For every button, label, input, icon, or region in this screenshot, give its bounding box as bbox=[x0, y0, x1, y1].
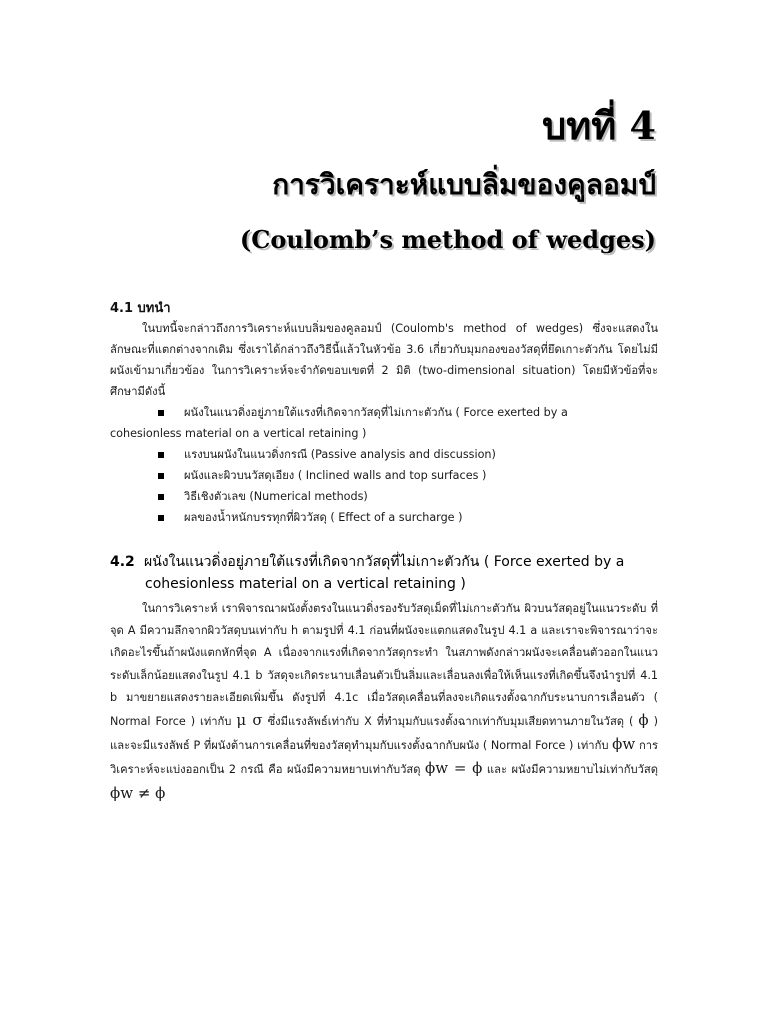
square-bullet-icon bbox=[158, 410, 164, 416]
list-item bbox=[110, 486, 658, 507]
list-item-text: ผลของน้ำหนักบรรทุกที่ผิววัสดุ ( Effect of a surcharge ) bbox=[184, 511, 463, 524]
section-4-1-paragraph: ในบทนี้จะกล่าวถึงการวิเคราะห์แบบลิ่มของคูลอมป์ (Coulomb's method of wedges) ซึ่งจะแสดงในลักษณะที่แตกต่างจากเดิม ซึ่งเราได้กล่าวถึงวิธีนี้แล้วในหัวข้อ 3.6 เกี่ยวกับมุมกองของวัสดุที่ยึดเกาะตัวกัน โดยไม่มีผนังเข้ามาเกี่ยวข้อง ในการวิเคราะห์จะจำกัดขอบเขตที่ 2 มิติ (two-dimensional situation) โดยมีหัวข้อที่จะศึกษามีดังนี้ bbox=[110, 322, 658, 398]
case-not-equal-formula: ϕw ≠ ϕ bbox=[110, 783, 166, 802]
section-4-2-heading bbox=[110, 551, 624, 573]
section-heading-text: ผนังในแนวดิ่งอยู่ภายใต้แรงที่เกิดจากวัสดุที่ไม่เกาะตัวกัน ( Force exerted by a bbox=[144, 554, 625, 570]
list-item bbox=[110, 444, 658, 465]
list-item bbox=[110, 402, 658, 444]
phi-symbol: ϕ bbox=[638, 711, 649, 730]
paragraph-text: การวิเคราะห์จะแบ่งออกเป็น 2 กรณี คือ ผนังมีความหยาบเท่ากับวัสดุ bbox=[110, 739, 659, 777]
list-item bbox=[110, 507, 658, 528]
list-item-text: ผนังและผิวบนวัสดุเอียง ( Inclined walls and top surfaces ) bbox=[184, 469, 487, 482]
section-number: 4.2 bbox=[110, 554, 135, 570]
chapter-title-english: (Coulomb’s method of wedges) bbox=[239, 225, 656, 254]
paragraph-text: และ ผนังมีความหยาบไม่เท่ากับวัสดุ bbox=[482, 763, 658, 777]
mu-sigma-symbol: μ σ bbox=[236, 711, 263, 730]
square-bullet-icon bbox=[158, 452, 164, 458]
paragraph-text: ซึ่งมีแรงลัพธ์เท่ากับ X ที่ทำมุมกับแรงตั้งฉากเท่ากับมุมเสียดทานภายในวัสดุ ( bbox=[262, 715, 634, 729]
phi-w-symbol: ϕw bbox=[612, 735, 636, 754]
list-item-text-continued: cohesionless material on a vertical retaining ) bbox=[110, 427, 367, 440]
paragraph-text: ) และจะมีแรงลัพธ์ P ที่ผนังต้านการเคลื่อนที่ของวัสดุทำมุมกับแรงตั้งฉากกับผนัง ( Normal Force ) เท่ากับ bbox=[110, 715, 658, 753]
topic-list bbox=[110, 402, 658, 528]
list-item bbox=[110, 465, 658, 486]
list-item-text: ผนังในแนวดิ่งอยู่ภายใต้แรงที่เกิดจากวัสดุที่ไม่เกาะตัวกัน ( Force exerted by a bbox=[184, 406, 568, 419]
chapter-number: บทที่ 4 bbox=[542, 103, 656, 148]
section-4-1-heading: 4.1 บทนำ bbox=[110, 301, 171, 316]
section-4-2-paragraph bbox=[110, 598, 658, 806]
list-item-text: แรงบนผนังในแนวดิ่งกรณี (Passive analysis and discussion) bbox=[184, 448, 496, 461]
case-equal-formula: ϕw = ϕ bbox=[425, 759, 483, 778]
chapter-title-thai: การวิเคราะห์แบบลิ่มของคูลอมป์ bbox=[272, 168, 656, 201]
square-bullet-icon bbox=[158, 494, 164, 500]
square-bullet-icon bbox=[158, 515, 164, 521]
square-bullet-icon bbox=[158, 473, 164, 479]
list-item-text: วิธีเชิงตัวเลข (Numerical methods) bbox=[184, 490, 368, 503]
paragraph-text: ในการวิเคราะห์ เราพิจารณาผนังตั้งตรงในแนวดิ่งรองรับวัสดุเม็ดที่ไม่เกาะตัวกัน ผิวบนวัสดุอยู่ในแนวระดับ ที่จุด A มีความลึกจากผิววัสดุบนเท่ากับ h ตามรูปที่ 4.1 ก่อนที่ผนังจะแตกแสดงในรูป 4.1 a และเราจะพิจารณาว่าจะเกิดอะไรขึ้นถ้าผนังแตกหักที่จุด A เนื่องจากแรงที่เกิดจากวัสดุกระทำ ในสภาพดังกล่าวผนังจะเคลื่อนตัวออกในแนวระดับเล็กน้อยแสดงในรูป 4.1 b วัสดุจะเกิดระนาบเลื่อนตัวเป็นลิ่มและเลื่อนลงเพื่อให้เห็นแรงที่เกิดขึ้นจึงนำรูปที่ 4.1 b มาขยายแสดงรายละเอียดเพิ่มขึ้น ดังรูปที่ 4.1c เมื่อวัสดุเคลื่อนที่ลงจะเกิดแรงตั้งฉากกับระนาบการเลื่อนตัว ( Normal Force ) เท่ากับ bbox=[110, 602, 658, 729]
section-4-2-heading-continued: cohesionless material on a vertical retaining ) bbox=[145, 576, 466, 592]
